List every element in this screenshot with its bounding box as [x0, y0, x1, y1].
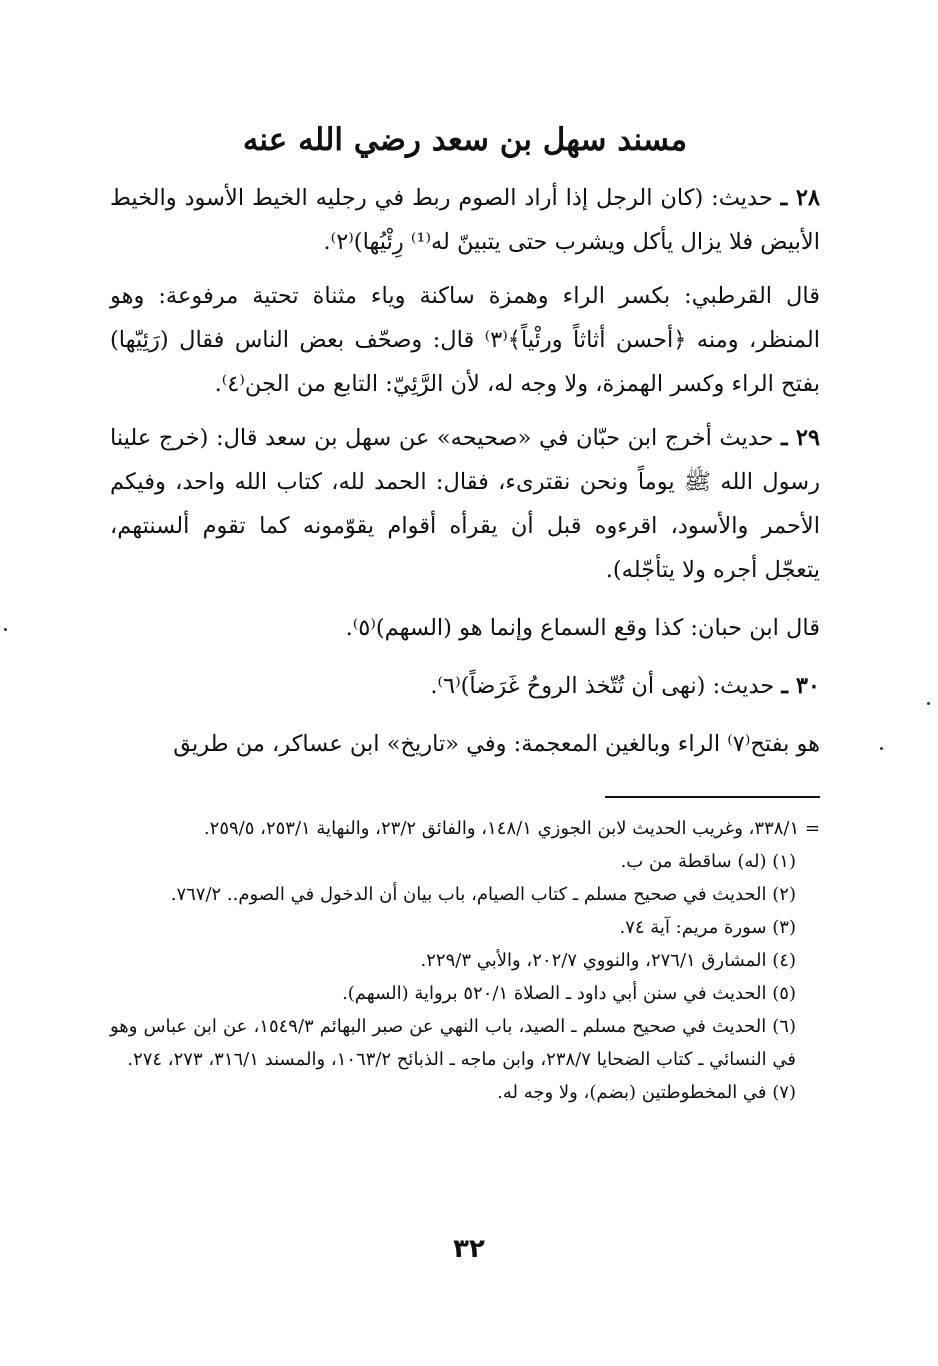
scan-speck: [4, 628, 7, 631]
footnote-text: (له) ساقطة من ب.: [620, 851, 767, 872]
footnote-label: (٥): [772, 983, 796, 1004]
footnote-label: (٢): [772, 884, 796, 905]
hadith-text: حديث: (نهى أن تُتّخذ الروحُ غَرَضاً)⁽٦⁾.: [430, 673, 775, 699]
hadith-29: [110, 416, 820, 592]
hadith-text: حديث: (كان الرجل إذا أراد الصوم ربط في رجليه الخيط الأسود والخيط الأبيض فلا يزال يأكل ويشرب حتى يتبينّ له⁽¹⁾ رِئْيُها)⁽٢⁾.: [110, 185, 820, 255]
footnote-text: المشارق ٢٧٦/١، والنووي ٢٠٢/٧، والأبي ٢٢٩/٣.: [420, 950, 767, 971]
page-body: [110, 110, 820, 1109]
commentary-text: هو بفتح⁽٧⁾ الراء وبالغين المعجمة: وفي «تاريخ» ابن عساكر، من طريق: [173, 731, 820, 757]
footnote-text: الحديث في سنن أبي داود ـ الصلاة ٥٢٠/١ برواية (السهم).: [342, 983, 767, 1004]
footnote-item: [110, 944, 820, 977]
footnote-label: (٦): [772, 1016, 796, 1037]
commentary-qurtubi: [110, 274, 820, 406]
commentary-ibn-asakir: [110, 722, 820, 766]
page-number: ٣٢: [453, 1234, 485, 1264]
commentary-text: قال ابن حبان: كذا وقع السماع وإنما هو (السهم)⁽٥⁾.: [345, 615, 820, 641]
footnote-item: [110, 911, 820, 944]
footnote-item: [110, 977, 820, 1010]
hadith-number: ٣٠ ـ: [781, 673, 820, 699]
footnote-divider: [605, 796, 820, 798]
footnotes: [110, 812, 820, 1109]
footnote-label: (٣): [772, 917, 796, 938]
hadith-28: [110, 176, 820, 264]
commentary-text: قال القرطبي: بكسر الراء وهمزة ساكنة وياء مثناة تحتية مرفوعة: وهو المنظر، ومنه ﴿أحسن أثاثاً ورئْياً﴾⁽٣⁾ قال: وصحّف بعض الناس فقال (رَئِيّها) بفتح الراء وكسر الهمزة، ولا وجه له، لأن الرَّئِيّ: التابع من الجن⁽٤⁾.: [110, 283, 821, 397]
hadith-number: ٢٨ ـ: [780, 185, 820, 211]
footnote-label: (٤): [772, 950, 796, 971]
page-title: مسند سهل بن سعد رضي الله عنه: [242, 122, 688, 158]
hadith-number: ٢٩ ـ: [781, 425, 820, 451]
footnote-item: [110, 1010, 820, 1076]
footnote-item: [110, 1076, 820, 1109]
scan-speck: [927, 702, 930, 705]
footnote-text: الحديث في صحيح مسلم ـ الصيد، باب النهي عن صبر البهائم ١٥٤٩/٣، عن ابن عباس وهو في النسائي ـ كتاب الضحايا ٢٣٨/٧، وابن ماجه ـ الذبائح ١٠٦٣/٢، والمسند ٣١٦/١، ٢٧٣، ٢٧٤.: [110, 1016, 796, 1070]
footnote-text: سورة مريم: آية ٧٤.: [619, 917, 767, 938]
footnote-label: (٧): [772, 1082, 796, 1103]
footnote-item: [110, 812, 820, 845]
footnote-item: [110, 878, 820, 911]
footnote-label: =: [804, 818, 820, 839]
scan-speck: [880, 747, 883, 750]
footnote-item: [110, 845, 820, 878]
footnote-label: (١): [772, 851, 796, 872]
footnote-text: الحديث في صحيح مسلم ـ كتاب الصيام، باب بيان أن الدخول في الصوم.. ٧٦٧/٢.: [170, 884, 767, 905]
hadith-30: [110, 664, 820, 708]
commentary-ibn-hibban: [110, 606, 820, 650]
hadith-text: حديث أخرج ابن حبّان في «صحيحه» عن سهل بن سعد قال: (خرج علينا رسول الله ﷺ يوماً ونحن نقترىء، فقال: الحمد لله، كتاب الله واحد، وفيكم الأحمر والأسود، اقرءوه قبل أن يقرأه أقوام يقوّمونه كما تقوم ألسنتهم، يتعجّل أجره ولا يتأجّله).: [110, 425, 820, 583]
footnote-text: ٣٣٨/١، وغريب الحديث لابن الجوزي ١٤٨/١، والفائق ٢٣/٢، والنهاية ٢٥٣/١، ٢٥٩/٥.: [203, 818, 800, 839]
footnote-text: في المخطوطتين (بضم)، ولا وجه له.: [497, 1082, 767, 1103]
